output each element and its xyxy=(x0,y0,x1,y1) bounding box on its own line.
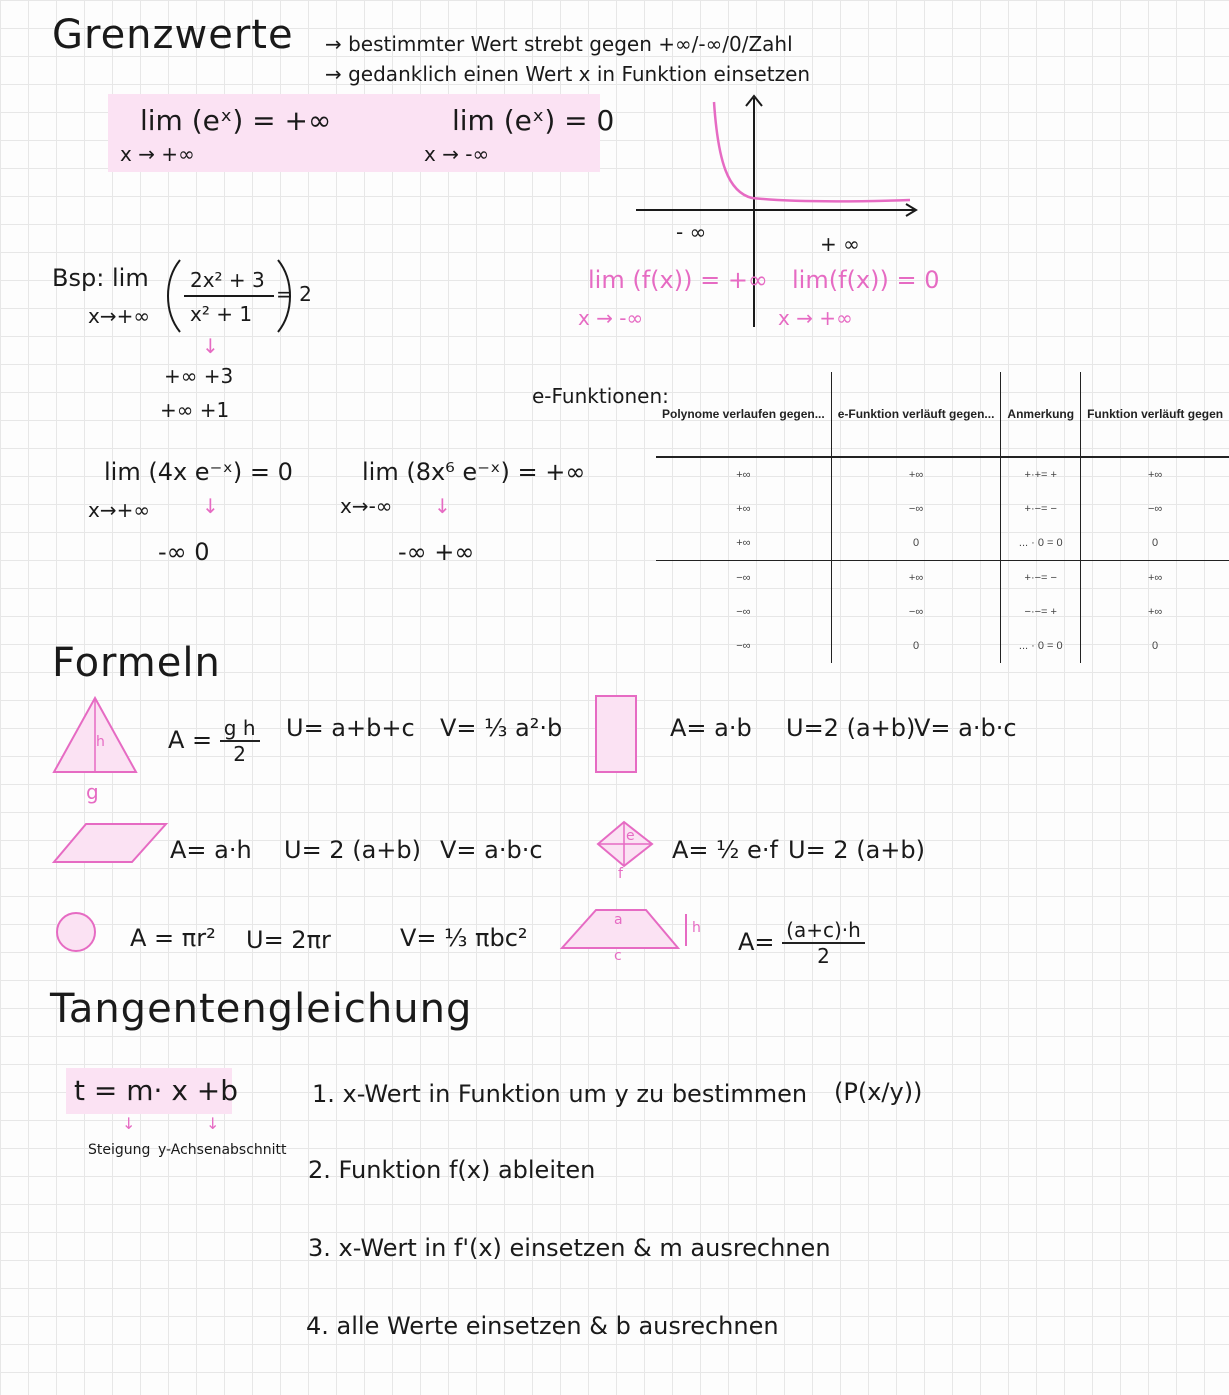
section-title-tangent: Tangentengleichung xyxy=(50,986,473,1032)
lim-exp-pos: lim (eˣ) = +∞ xyxy=(140,104,332,137)
graph-lim-pos: lim(f(x)) = 0 xyxy=(792,266,940,294)
table-cell: +∞ xyxy=(656,526,831,561)
bsp-result: = 2 xyxy=(276,282,312,306)
graph-lim-neg-sub: x → -∞ xyxy=(578,306,644,330)
tangent-step-1: 1. x-Wert in Funktion um y zu bestimmen xyxy=(312,1080,808,1108)
triangle-h: h xyxy=(96,734,105,750)
bsp-step-num: +∞ +3 xyxy=(164,364,234,388)
bsp-denominator: x² + 1 xyxy=(190,302,253,326)
bsp-numerator: 2x² + 3 xyxy=(190,268,265,292)
trap-area-fraction xyxy=(782,918,865,968)
table-cell: 0 xyxy=(1081,526,1229,561)
table-cell: 0 xyxy=(1081,629,1229,663)
table-row xyxy=(656,526,1229,561)
table-cell: +·−= − xyxy=(1001,561,1081,596)
ex3-sub: x→-∞ xyxy=(340,494,393,518)
table-cell: +∞ xyxy=(1081,595,1229,629)
triangle-perimeter: U= a+b+c xyxy=(286,714,415,742)
ex2-arrow-icon: ↓ xyxy=(202,494,219,518)
table-cell: +∞ xyxy=(1081,561,1229,596)
trap-area-lhs: A= xyxy=(738,928,775,956)
table-cell: +·+= + xyxy=(1001,457,1081,492)
tangent-step-2: 2. Funktion f(x) ableiten xyxy=(308,1156,596,1184)
triangle-area-den: 2 xyxy=(233,742,247,766)
cone-volume: V= ⅓ πbc² xyxy=(400,924,528,952)
rect-perimeter: U=2 (a+b) xyxy=(786,714,916,742)
graph-neg-inf: - ∞ xyxy=(676,220,707,244)
rect-area: A= a·b xyxy=(670,714,752,742)
pyramid-volume: V= ⅓ a²·b xyxy=(440,714,563,742)
bsp-step-den: +∞ +1 xyxy=(160,398,230,422)
limits-note-1: → bestimmter Wert strebt gegen +∞/-∞/0/Zahl xyxy=(325,32,793,56)
table-row xyxy=(656,492,1229,526)
exp-graph xyxy=(630,92,930,332)
efunc-header-funktion: Funktion verläuft gegen xyxy=(1081,372,1229,457)
table-cell: −∞ xyxy=(736,606,751,618)
table-cell: +∞ xyxy=(831,561,1001,596)
triangle-area xyxy=(168,716,260,766)
table-cell: 0 xyxy=(831,629,1001,663)
tangent-label-m: Steigung xyxy=(88,1142,151,1158)
bsp-lim: lim xyxy=(112,264,149,292)
table-cell: −∞ xyxy=(736,572,751,584)
para-area: A= a·h xyxy=(170,836,252,864)
graph-lim-pos-sub: x → +∞ xyxy=(778,306,853,330)
efunc-header-row xyxy=(656,372,1229,457)
efunc-table xyxy=(656,372,1229,663)
lim-exp-pos-sub: x → +∞ xyxy=(120,142,195,166)
trap-a: a xyxy=(614,912,623,928)
trap-area-den: 2 xyxy=(817,944,830,968)
tangent-step-1-note: (P(x/y)) xyxy=(834,1078,923,1106)
trap-c: c xyxy=(614,948,622,964)
ex2-expr: lim (4x e⁻ˣ) = 0 xyxy=(104,458,293,486)
trap-area xyxy=(738,918,865,968)
tangent-m-arrow-icon: ↓ xyxy=(122,1114,136,1133)
ex3-arrow-icon: ↓ xyxy=(434,494,451,518)
triangle-shape xyxy=(50,694,140,776)
bsp-sub: x→+∞ xyxy=(88,304,151,328)
rhombus-e: e xyxy=(626,828,635,844)
tangent-label-b: y-Achsenabschnitt xyxy=(158,1142,287,1158)
bsp-arrow-icon: ↓ xyxy=(202,334,219,358)
table-cell: −·−= + xyxy=(1001,595,1081,629)
rhombus-f: f xyxy=(618,866,623,882)
table-cell: ... · 0 = 0 xyxy=(1001,526,1081,561)
tangent-equation: t = m· x +b xyxy=(74,1074,239,1107)
tangent-step-3: 3. x-Wert in f'(x) einsetzen & m ausrechnen xyxy=(308,1234,831,1262)
trap-h: h xyxy=(692,920,701,936)
lim-exp-neg: lim (eˣ) = 0 xyxy=(452,104,615,137)
graph-lim-neg: lim (f(x)) = +∞ xyxy=(588,266,768,294)
parallelogram-shape xyxy=(52,822,168,864)
table-cell: ... · 0 = 0 xyxy=(1001,629,1081,663)
cuboid-volume: V= a·b·c xyxy=(914,714,1017,742)
bsp-label: Bsp: xyxy=(52,264,105,292)
circle-area: A = πr² xyxy=(130,924,216,952)
rhombus-perimeter: U= 2 (a+b) xyxy=(788,836,925,864)
rhombus-shape xyxy=(596,820,654,868)
prism-volume: V= a·b·c xyxy=(440,836,543,864)
ex3-expr: lim (8x⁶ e⁻ˣ) = +∞ xyxy=(362,458,586,486)
rhombus-area: A= ½ e·f xyxy=(672,836,778,864)
efunc-label: e-Funktionen: xyxy=(532,384,669,408)
table-row xyxy=(656,457,1229,492)
table-cell: −∞ xyxy=(831,492,1001,526)
circle-shape xyxy=(54,910,98,954)
table-cell: +∞ xyxy=(736,503,751,515)
table-cell: −∞ xyxy=(736,640,751,652)
ex2-sub: x→+∞ xyxy=(88,498,151,522)
table-cell: +·−= − xyxy=(1001,492,1081,526)
trap-area-num: (a+c)·h xyxy=(782,918,865,944)
table-row xyxy=(656,595,1229,629)
table-cell: −∞ xyxy=(1081,492,1229,526)
table-row xyxy=(656,629,1229,663)
rectangle-shape xyxy=(594,694,638,774)
para-perimeter: U= 2 (a+b) xyxy=(284,836,421,864)
triangle-area-num: g h xyxy=(220,716,260,742)
efunc-header-efunktion: e-Funktion verläuft gegen... xyxy=(831,372,1001,457)
ex2-step: -∞ 0 xyxy=(158,538,210,566)
table-cell: 0 xyxy=(831,526,1001,561)
tangent-step-4: 4. alle Werte einsetzen & b ausrechnen xyxy=(306,1312,779,1340)
triangle-area-lhs: A = xyxy=(168,726,213,754)
lim-exp-neg-sub: x → -∞ xyxy=(424,142,490,166)
efunc-header-polynome: Polynome verlaufen gegen... xyxy=(656,372,831,457)
efunc-header-anmerkung: Anmerkung xyxy=(1001,372,1081,457)
limits-note-2: → gedanklich einen Wert x in Funktion einsetzen xyxy=(325,62,811,86)
section-title-formulas: Formeln xyxy=(52,640,221,686)
table-cell: −∞ xyxy=(831,595,1001,629)
table-row xyxy=(656,561,1229,596)
table-cell: +∞ xyxy=(831,457,1001,492)
table-cell: +∞ xyxy=(1081,457,1229,492)
exp-curve xyxy=(714,102,910,201)
ex3-step: -∞ +∞ xyxy=(398,538,475,566)
graph-pos-inf: + ∞ xyxy=(820,232,860,256)
trap-height-mark xyxy=(680,912,692,948)
triangle-g: g xyxy=(86,780,99,804)
triangle-area-fraction xyxy=(220,716,260,766)
section-title-limits: Grenzwerte xyxy=(52,12,294,58)
circle-perimeter: U= 2πr xyxy=(246,926,331,954)
table-cell: +∞ xyxy=(736,469,751,481)
tangent-b-arrow-icon: ↓ xyxy=(206,1114,220,1133)
